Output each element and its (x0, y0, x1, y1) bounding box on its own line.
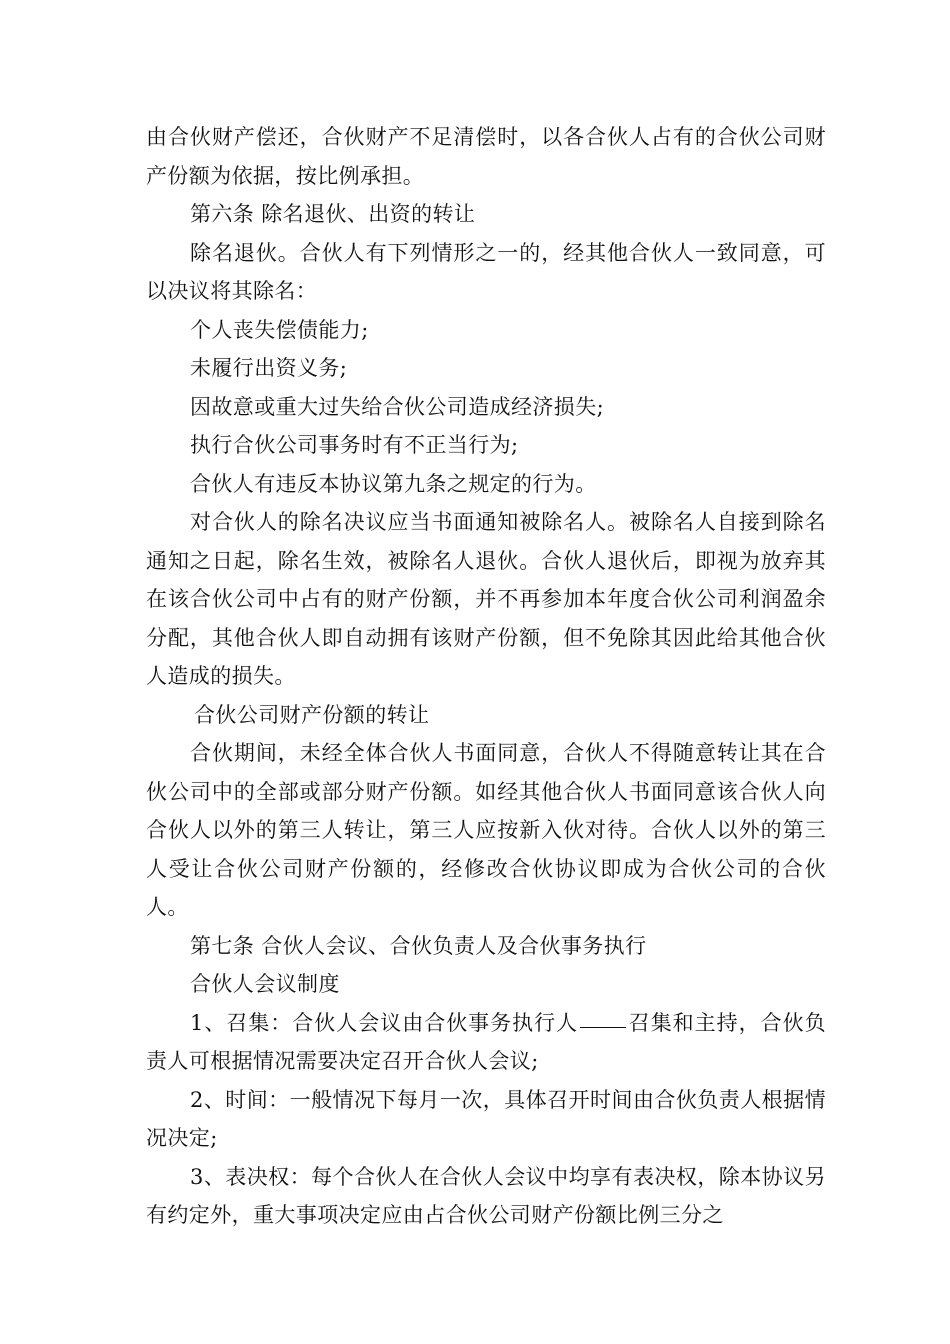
paragraph-expulsion-notice: 对合伙人的除名决议应当书面通知被除名人。被除名人自接到除名通知之日起，除名生效，被除名人退伙。合伙人退伙后，即视为放弃其在该合伙公司中占有的财产份额，并不再参加本年度合伙公司利润盈余分配，其他合伙人即自动拥有该财产份额，但不免除其因此给其他合伙人造成的损失。 (146, 510, 826, 688)
section-heading-meeting-system: 合伙人会议制度 (190, 972, 340, 996)
paragraph-continuation: 由合伙财产偿还，合伙财产不足清偿时，以各合伙人占有的合伙公司财产份额为依据，按比例承担。 (146, 125, 826, 188)
list-item-condition-1: 个人丧失偿债能力; (190, 317, 369, 342)
document-body (146, 118, 826, 1235)
article-heading-7: 第七条 合伙人会议、合伙负责人及合伙事务执行 (190, 933, 647, 958)
list-item-condition-2: 未履行出资义务; (190, 356, 348, 380)
fill-in-blank (580, 1026, 626, 1028)
list-item-condition-4: 执行合伙公司事务时有不正当行为; (190, 433, 519, 457)
paragraph-voting-rights: 3、表决权：每个合伙人在合伙人会议中均享有表决权，除本协议另有约定外，重大事项决定应由占合伙公司财产份额比例三分之 (146, 1164, 826, 1227)
section-heading-share-transfer: 合伙公司财产份额的转让 (194, 702, 430, 727)
paragraph-share-transfer: 合伙期间，未经全体合伙人书面同意，合伙人不得随意转让其在合伙公司中的全部或部分财产份额。如经其他合伙人书面同意该合伙人向合伙人以外的第三人转让，第三人应按新入伙对待。合伙人以外的第三人受让合伙公司财产份额的，经修改合伙协议即成为合伙公司的合伙人。 (146, 741, 826, 919)
convene-text-before: 1、召集：合伙人会议由合伙事务执行人 (190, 1010, 579, 1035)
list-item-condition-3: 因故意或重大过失给合伙公司造成经济损失; (190, 394, 605, 419)
paragraph-meeting-time: 2、时间：一般情况下每月一次，具体召开时间由合伙负责人根据情况决定; (146, 1087, 826, 1150)
paragraph-convene (146, 1004, 826, 1081)
list-item-condition-5: 合伙人有违反本协议第九条之规定的行为。 (190, 471, 597, 496)
article-heading-6: 第六条 除名退伙、出资的转让 (190, 202, 476, 226)
convene-text-after: 召集和主持，合伙负责人可根据情况需要决定召开合伙人会议; (146, 1010, 827, 1073)
paragraph-expulsion: 除名退伙。合伙人有下列情形之一的，经其他合伙人一致同意，可以决议将其除名： (146, 240, 826, 303)
